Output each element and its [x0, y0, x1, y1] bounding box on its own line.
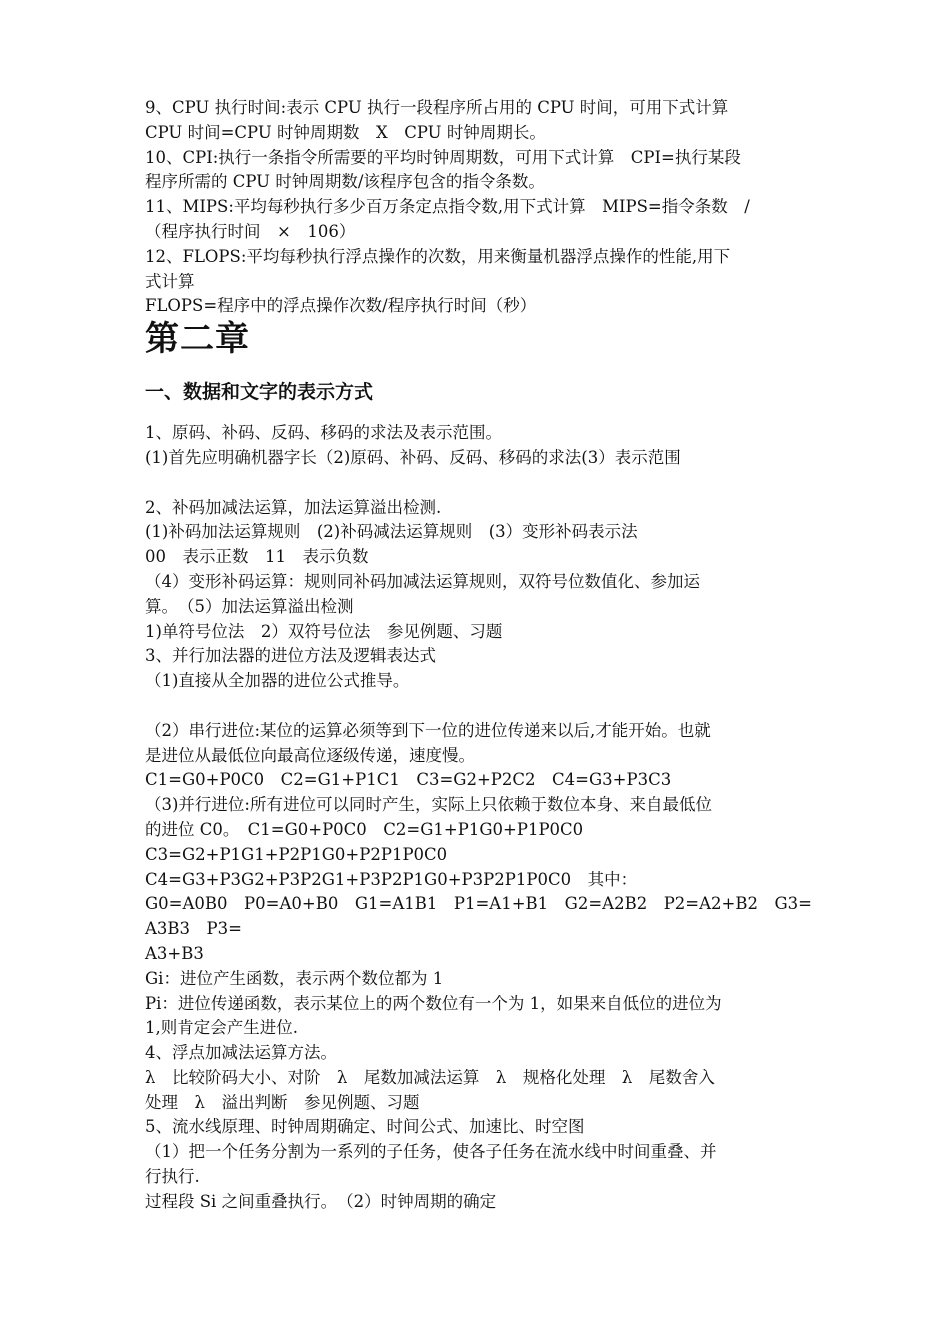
text-line: 过程段 Si 之间重叠执行。 （2）时钟周期的确定 [145, 1191, 497, 1211]
text-line: （程序执行时间 × 106） [145, 221, 356, 241]
text-line: A3+B3 [145, 943, 204, 963]
text-line: 的进位 C0。 C1=G0+P0C0 C2=G1+P1G0+P1P0C0 [145, 819, 584, 839]
text-line: 程序所需的 CPU 时钟周期数/该程序包含的指令条数。 [145, 172, 545, 192]
text-line: 是进位从最低位向最高位逐级传递，速度慢。 [145, 745, 475, 765]
page-content [145, 96, 813, 1215]
text-line: (1)补码加法运算规则 (2)补码减法运算规则 (3）变形补码表示法 [145, 522, 638, 542]
text-line: 算。 （5）加法运算溢出检测 [145, 596, 354, 616]
text-line: C1=G0+P0C0 C2=G1+P1C1 C3=G2+P2C2 C4=G3+P3C3 [145, 770, 672, 790]
paragraph-carry-and-pipeline [145, 719, 813, 1215]
text-line: （1）把一个任务分割为一系列的子任务，使各子任务在流水线中时间重叠、并 [145, 1142, 717, 1162]
text-line: 12、FLOPS:平均每秒执行浮点操作的次数，用来衡量机器浮点操作的性能,用下 [145, 246, 731, 266]
text-line: G0=A0B0 P0=A0+B0 G1=A1B1 P1=A1+B1 G2=A2B2 P2=A2+B2 G3=A3B3 P3= [145, 894, 812, 939]
text-line: （3)并行进位:所有进位可以同时产生，实际上只依赖于数位本身、来自最低位 [145, 795, 712, 815]
text-line: CPU 时间=CPU 时钟周期数 X CPU 时钟周期长。 [145, 122, 546, 142]
section-title: 一、数据和文字的表示方式 [145, 381, 374, 404]
text-line: 处理 λ 溢出判断 参见例题、习题 [145, 1092, 420, 1112]
paragraph-complement-arithmetic [145, 496, 813, 694]
text-line: 1,则肯定会产生进位. [145, 1018, 298, 1038]
text-line: 10、CPI:执行一条指令所需要的平均时钟周期数，可用下式计算 CPI=执行某段 [145, 147, 741, 167]
text-line: Pi：进位传递函数，表示某位上的两个数位有一个为 1，如果来自低位的进位为 [145, 993, 722, 1013]
text-line: 5、流水线原理、时钟周期确定、时间公式、加速比、时空图 [145, 1117, 585, 1137]
text-line: 9、CPU 执行时间:表示 CPU 执行一段程序所占用的 CPU 时间，可用下式计算 [145, 98, 729, 117]
text-line: C3=G2+P1G1+P2P1G0+P2P1P0C0 [145, 844, 448, 864]
text-line: 3、并行加法器的进位方法及逻辑表达式 [145, 646, 436, 666]
text-line: （2）串行进位:某位的运算必须等到下一位的进位传递来以后,才能开始。也就 [145, 720, 711, 740]
text-line: 行执行. [145, 1167, 200, 1187]
text-line: （4）变形补码运算：规则同补码加减法运算规则，双符号位数值化、参加运 [145, 571, 700, 591]
paragraph-encoding [145, 421, 813, 471]
text-line: （1)直接从全加器的进位公式推导。 [145, 671, 410, 691]
blank-line [145, 694, 813, 719]
chapter-title: 第二章 [145, 319, 250, 360]
text-line: 1)单符号位法 2）双符号位法 参见例题、习题 [145, 621, 503, 641]
text-line: 00 表示正数 11 表示负数 [145, 547, 369, 567]
text-line: (1)首先应明确机器字长（2)原码、补码、反码、移码的求法(3）表示范围 [145, 447, 681, 467]
text-line: λ 比较阶码大小、对阶 λ 尾数加减法运算 λ 规格化处理 λ 尾数舍入 [145, 1067, 715, 1087]
text-line: 2、补码加减法运算，加法运算溢出检测. [145, 497, 442, 517]
text-line: 11、MIPS:平均每秒执行多少百万条定点指令数,用下式计算 MIPS=指令条数 / [145, 197, 750, 217]
blank-line [145, 471, 813, 496]
intro-definitions [145, 96, 813, 319]
text-line: C4=G3+P3G2+P3P2G1+P3P2P1G0+P3P2P1P0C0 其中： [145, 869, 638, 889]
text-line: FLOPS=程序中的浮点操作次数/程序执行时间（秒） [145, 296, 537, 316]
text-line: Gi：进位产生函数，表示两个数位都为 1 [145, 968, 444, 988]
text-line: 1、原码、补码、反码、移码的求法及表示范围。 [145, 423, 502, 443]
text-line: 式计算 [145, 271, 195, 291]
text-line: 4、浮点加减法运算方法。 [145, 1043, 337, 1063]
